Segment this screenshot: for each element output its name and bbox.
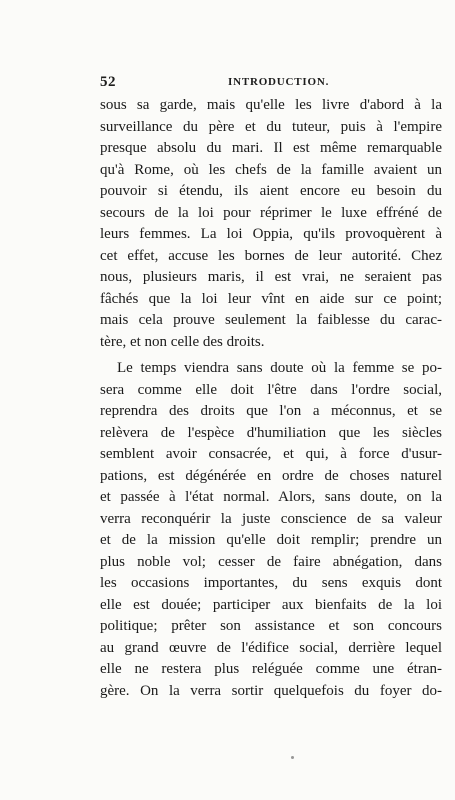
text-line: mais cela prouve seulement la faiblesse du carac- [100,312,442,328]
text-line: sous sa garde, mais qu'elle les livre d'abord à la [100,97,442,113]
text-line-indented [100,358,442,380]
text-line: elle ne restera plus reléguée comme une étran- [100,661,442,677]
text-line: sera comme elle doit l'être dans l'ordre social, [100,381,442,398]
running-title: INTRODUCTION. [228,76,330,88]
text-line: nous, plusieurs maris, il est vrai, ne seraient pas [100,269,442,285]
text-line-content: Le temps viendra sans doute où la femme se po- [117,360,442,376]
text-line: relèvera de l'espèce d'humiliation que les siècles [100,424,442,441]
text-line: et passée à l'état normal. Alors, sans doute, on la [100,489,442,505]
text-line: verra reconquérir la juste conscience de sa valeur [100,510,442,527]
print-speck [291,756,294,759]
text-line: qu'à Rome, où les chefs de la famille avaient un [100,161,442,178]
text-line: fâchés que la loi leur vînt en aide sur ce point; [100,290,442,307]
text-line: et de la mission qu'elle doit remplir; prendre un [100,532,442,548]
paragraph-2 [100,358,442,702]
paragraph-1 [100,95,442,353]
text-line: elle est douée; participer aux bienfaits de la loi [100,596,442,613]
text-line: politique; prêter son assistance et son concours [100,618,442,634]
text-line: secours de la loi pour réprimer le luxe effréné de [100,204,442,221]
text-line: reprendra des droits que l'on a méconnus, et se [100,403,442,419]
text-line: les occasions importantes, du sens exquis dont [100,575,442,591]
page-header [100,72,442,92]
text-line: cet effet, accuse les bornes de leur autorité. Chez [100,247,442,264]
text-line: presque absolu du mari. Il est même remarquable [100,140,442,156]
text-line: surveillance du père et du tuteur, puis à l'empire [100,118,442,135]
text-line: pouvoir si étendu, ils aient encore eu besoin du [100,183,442,199]
text-line: leurs femmes. La loi Oppia, qu'ils provoquèrent à [100,226,442,242]
text-line: plus noble vol; cesser de faire abnégation, dans [100,553,442,570]
text-line: tère, et non celle des droits. [100,333,265,350]
text-line: pations, est dégénérée en ordre de choses naturel [100,467,442,484]
body-text [100,95,442,702]
text-line: gère. On la verra sortir quelquefois du foyer do- [100,682,442,699]
text-line: semblent avoir consacrée, et qui, à force d'usur- [100,446,442,462]
page-number: 52 [100,74,116,90]
text-line: au grand œuvre de l'édifice social, derrière lequel [100,639,442,656]
